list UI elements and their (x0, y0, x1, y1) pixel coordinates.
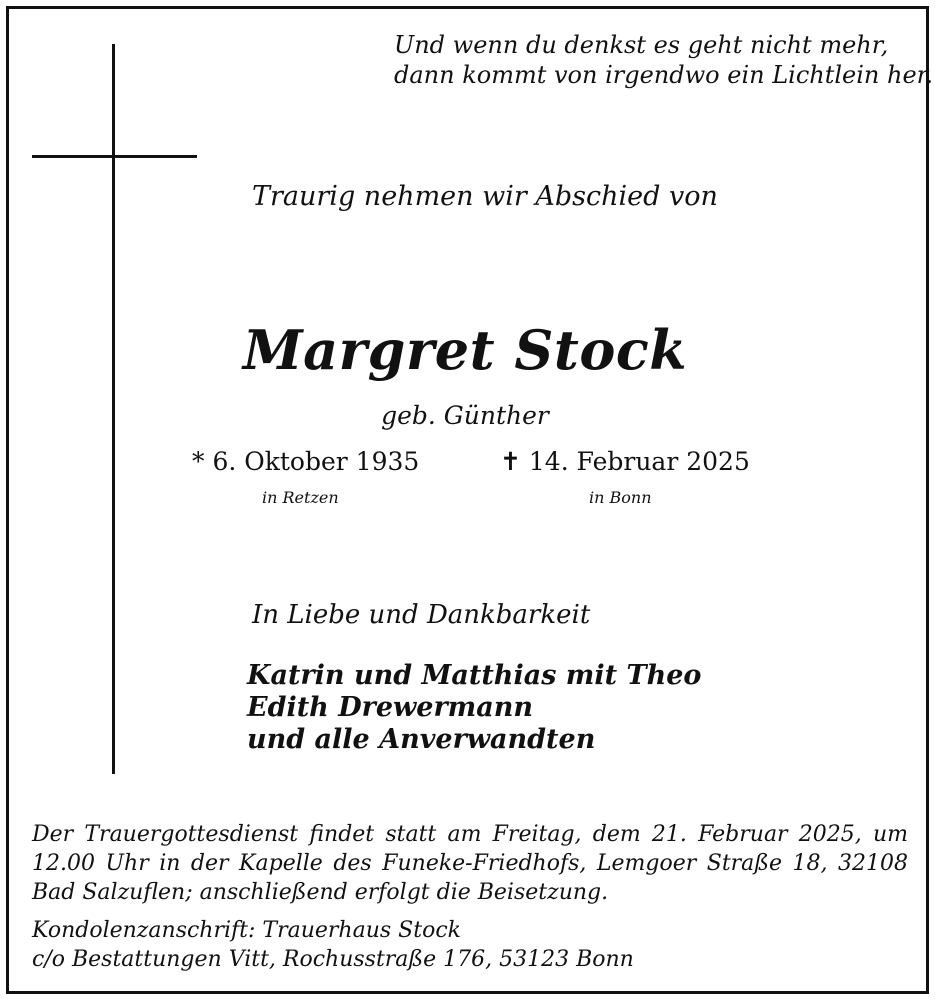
death-place: in Bonn (589, 488, 652, 507)
condolence-line-2: c/o Bestattungen Vitt, Rochusstraße 176, 53123 Bonn (32, 947, 634, 972)
intro-text: Traurig nehmen wir Abschied von (252, 181, 718, 212)
mourners-list (247, 660, 701, 756)
quote-line-1: Und wenn du denkst es geht nicht mehr, (394, 31, 889, 59)
mourner-line: Edith Drewermann (247, 692, 534, 723)
mourner-line: Katrin und Matthias mit Theo (247, 660, 702, 691)
dedication: In Liebe und Dankbarkeit (252, 600, 591, 630)
mourner-line: und alle Anverwandten (247, 724, 596, 755)
cross-vertical-bar (112, 44, 115, 774)
birth-place: in Retzen (262, 488, 339, 507)
condolence-line-1: Kondolenzanschrift: Trauerhaus Stock (32, 918, 461, 943)
death-date: ✝ 14. Februar 2025 (500, 447, 750, 476)
birth-date: * 6. Oktober 1935 (192, 447, 420, 476)
deceased-name: Margret Stock (242, 318, 688, 382)
maiden-name: geb. Günther (381, 401, 549, 430)
cross-horizontal-bar (32, 155, 197, 158)
service-details: Der Trauergottesdienst findet statt am Freitag, dem 21. Februar 2025, um 12.00 Uhr in der Kapelle des Funeke-Friedhofs, Lemgoer Straße 18, 32108 Bad Salzuflen; anschließend erfolgt die Beisetzung. (32, 822, 908, 905)
condolence-address (32, 916, 634, 974)
quote-line-2: dann kommt von irgendwo ein Lichtlein her. (394, 61, 934, 89)
quote (394, 30, 933, 90)
